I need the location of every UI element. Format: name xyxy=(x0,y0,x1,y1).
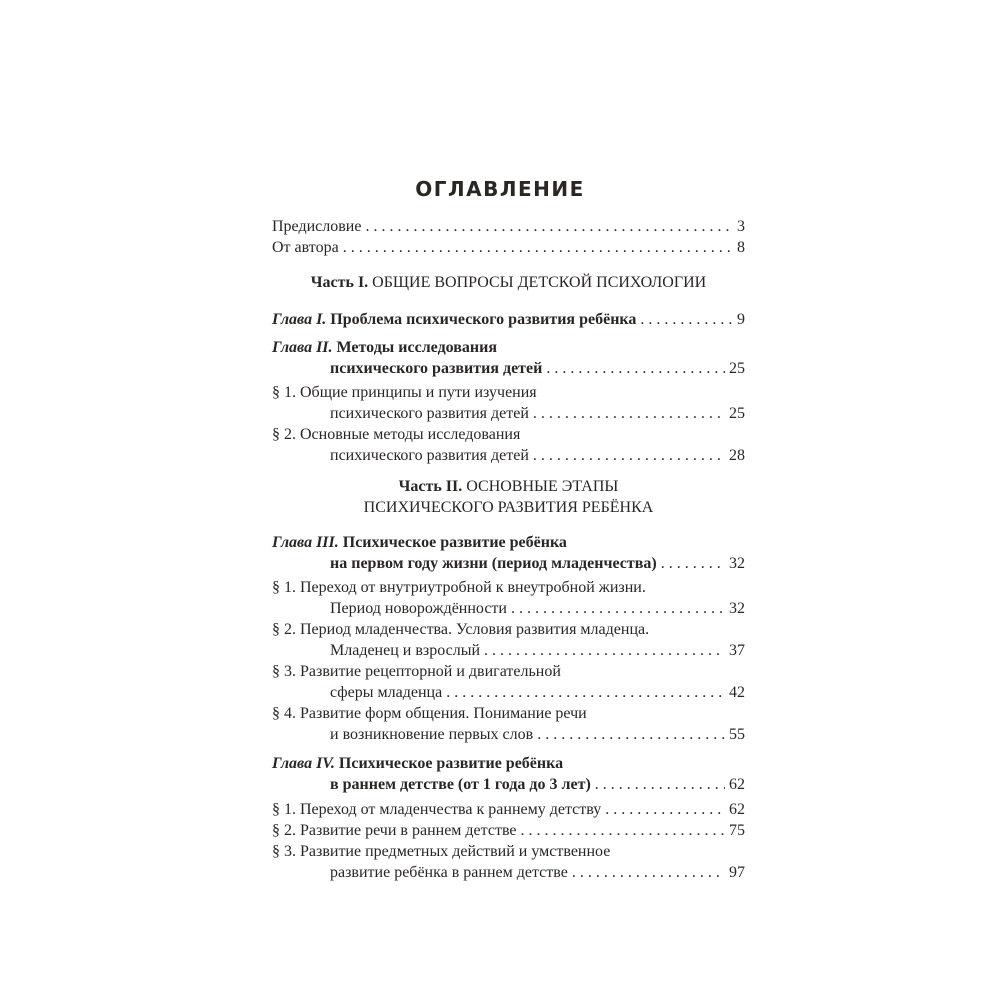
page-number: 42 xyxy=(729,684,745,701)
chapter-label: Глава III. xyxy=(272,534,339,551)
toc-entry-from-author[interactable] xyxy=(272,238,745,258)
toc-section-3-4[interactable] xyxy=(272,704,745,724)
toc-section-4-3[interactable] xyxy=(272,842,745,862)
page-number: 75 xyxy=(729,822,745,839)
leader-dots xyxy=(343,238,733,258)
toc-section-3-2[interactable] xyxy=(272,620,745,640)
toc-chapter-3-cont[interactable] xyxy=(330,554,745,574)
entry-text: От автора xyxy=(272,239,339,256)
leader-dots xyxy=(533,404,725,424)
page-number: 62 xyxy=(729,801,745,818)
leader-dots xyxy=(484,641,725,661)
page-number: 32 xyxy=(729,555,745,572)
leader-dots xyxy=(572,863,725,883)
entry-text: Предисловие xyxy=(272,218,362,235)
toc-section-2-2[interactable] xyxy=(272,425,745,445)
section-text-line2: Младенец и взрослый xyxy=(330,642,481,659)
section-text-line2: Период новорождённости xyxy=(330,600,507,617)
leader-dots xyxy=(521,821,726,841)
page-number: 25 xyxy=(729,405,745,422)
toc-part-1[interactable] xyxy=(272,273,745,293)
leader-dots xyxy=(533,446,725,466)
page-number: 62 xyxy=(729,776,745,793)
section-text-line2: психического развития детей xyxy=(330,447,529,464)
part-label: Часть I. xyxy=(310,274,369,291)
page-number: 28 xyxy=(729,447,745,464)
toc-section-4-2[interactable] xyxy=(272,821,745,841)
toc-section-4-1[interactable] xyxy=(272,800,745,820)
leader-dots xyxy=(365,217,733,237)
leader-dots xyxy=(595,775,725,795)
toc-section-3-1[interactable] xyxy=(272,578,745,598)
chapter-title: Проблема психического развития ребёнка xyxy=(326,311,637,328)
page-number: 32 xyxy=(729,600,745,617)
chapter-text xyxy=(272,754,563,774)
section-text-line2: сферы младенца xyxy=(330,684,443,701)
chapter-label: Глава I. xyxy=(272,311,327,328)
chapter-title-line1: Психическое развитие ребёнка xyxy=(338,534,567,551)
chapter-label: Глава II. xyxy=(272,339,333,356)
chapter-title-line2: психического развития детей xyxy=(330,360,543,377)
toc-chapter-2-cont[interactable] xyxy=(330,359,745,379)
chapter-text xyxy=(272,310,636,330)
page-number: 25 xyxy=(729,360,745,377)
section-text-line2: и возникновение первых слов xyxy=(330,726,534,743)
toc-section-3-4-cont[interactable] xyxy=(330,725,745,745)
leader-dots xyxy=(511,599,725,619)
page-number: 3 xyxy=(737,218,745,235)
toc-title: ОГЛАВЛЕНИЕ xyxy=(415,177,585,201)
toc-section-3-3-cont[interactable] xyxy=(330,683,745,703)
toc-part-2[interactable] xyxy=(272,477,745,497)
section-text-line1: § 1. Переход от внутриутробной к внеутробной жизни. xyxy=(272,579,646,596)
toc-section-3-1-cont[interactable] xyxy=(330,599,745,619)
section-text-line1: § 2. Основные методы исследования xyxy=(272,426,521,443)
toc-entry-preface[interactable] xyxy=(272,217,745,237)
section-text-line2: психического развития детей xyxy=(330,405,529,422)
section-text: § 2. Развитие речи в раннем детстве xyxy=(272,822,517,839)
section-text-line1: § 3. Развитие рецепторной и двигательной xyxy=(272,663,561,680)
chapter-text xyxy=(272,338,497,358)
toc-chapter-3[interactable] xyxy=(272,533,745,553)
part-title-line1: ОСНОВНЫЕ ЭТАПЫ xyxy=(462,478,619,495)
toc-section-2-1-cont[interactable] xyxy=(330,404,745,424)
toc-section-2-1[interactable] xyxy=(272,383,745,403)
page-number: 37 xyxy=(729,642,745,659)
part-title: ОБЩИЕ ВОПРОСЫ ДЕТСКОЙ ПСИХОЛОГИИ xyxy=(368,274,707,291)
page-number: 9 xyxy=(737,311,745,328)
section-text: § 1. Переход от младенчества к раннему детству xyxy=(272,801,602,818)
chapter-text xyxy=(272,533,567,553)
chapter-title-line2: на первом году жизни (период младенчества) xyxy=(330,555,657,572)
chapter-title-line1: Психическое развитие ребёнка xyxy=(334,755,564,772)
toc-section-3-3[interactable] xyxy=(272,662,745,682)
page-number: 8 xyxy=(737,239,745,256)
toc-chapter-2[interactable] xyxy=(272,338,745,358)
toc-part-2-cont xyxy=(272,498,745,518)
leader-dots xyxy=(661,554,725,574)
toc-chapter-4[interactable] xyxy=(272,754,745,774)
part-title-line2: ПСИХИЧЕСКОГО РАЗВИТИЯ РЕБЁНКА xyxy=(363,499,654,516)
leader-dots xyxy=(537,725,725,745)
toc-chapter-1[interactable] xyxy=(272,310,745,330)
section-text-line1: § 4. Развитие форм общения. Понимание речи xyxy=(272,705,587,722)
toc-section-2-2-cont[interactable] xyxy=(330,446,745,466)
chapter-title-line1: Методы исследования xyxy=(332,339,497,356)
section-text-line2: развитие ребёнка в раннем детстве xyxy=(330,864,568,881)
chapter-title-line2: в раннем детстве (от 1 года до 3 лет) xyxy=(330,776,591,793)
chapter-label: Глава IV. xyxy=(272,755,335,772)
leader-dots xyxy=(446,683,725,703)
section-text-line1: § 2. Период младенчества. Условия развития младенца. xyxy=(272,621,650,638)
leader-dots xyxy=(546,359,725,379)
toc-section-4-3-cont[interactable] xyxy=(330,863,745,883)
leader-dots xyxy=(605,800,725,820)
section-text-line1: § 3. Развитие предметных действий и умственное xyxy=(272,843,611,860)
section-text-line1: § 1. Общие принципы и пути изучения xyxy=(272,384,537,401)
page-number: 97 xyxy=(729,864,745,881)
leader-dots xyxy=(640,310,733,330)
toc-chapter-4-cont[interactable] xyxy=(330,775,745,795)
toc-section-3-2-cont[interactable] xyxy=(330,641,745,661)
page-number: 55 xyxy=(729,726,745,743)
part-label: Часть II. xyxy=(398,478,463,495)
